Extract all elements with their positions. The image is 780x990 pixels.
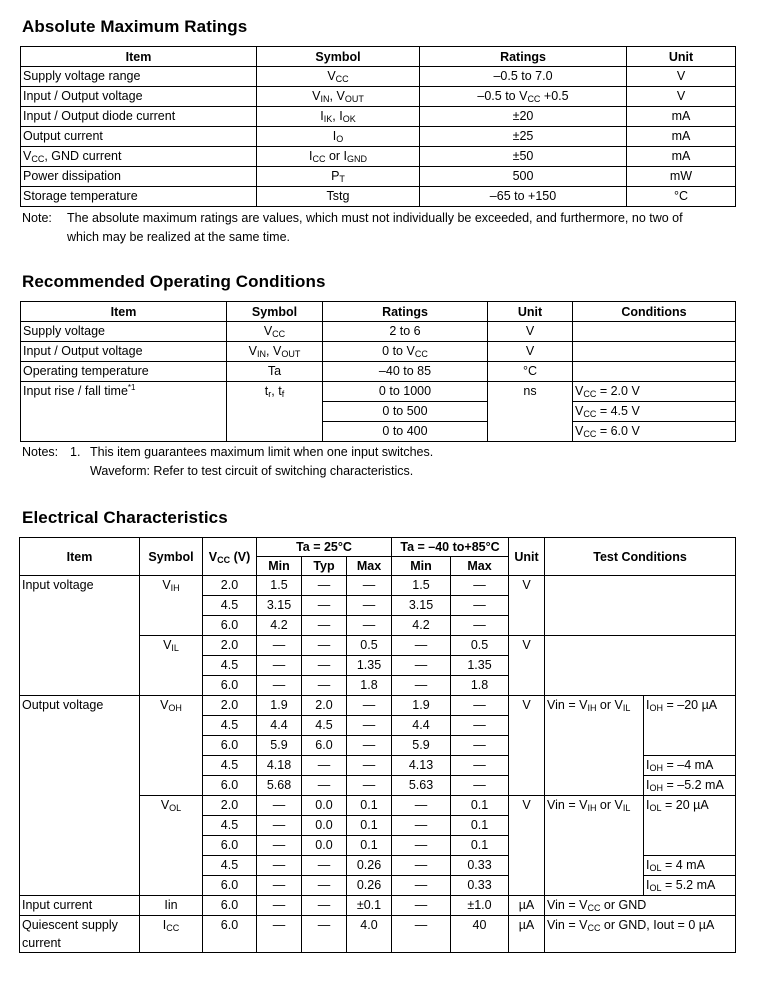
symbol-cell: $P_T$ [257,167,420,187]
ec-table [19,537,736,953]
unit-cell: mW [627,167,736,187]
max-cell: 0.26 [347,856,392,876]
test-condition-cell [545,636,736,696]
col-header-ext-min: Min [392,557,451,576]
col-header-ta25: Ta = 25°C [257,538,392,557]
max-cell: 1.8 [347,676,392,696]
note-text: The absolute maximum ratings are values, which must not individually be exceeded, and furthermore, no two of [67,211,683,225]
min-cell: — [257,856,302,876]
item-cell: Input / Output voltage [21,342,227,362]
emin-cell: 4.2 [392,616,451,636]
rating-cell: –65 to +150 [420,187,627,207]
item-cell: Output voltage [20,696,140,896]
col-header-ratings: Ratings [420,47,627,67]
rating-cell: –0.5 to 7.0 [420,67,627,87]
typ-cell: — [302,656,347,676]
col-header-test-conditions: Test Conditions [545,538,736,576]
unit-cell: µA [509,916,545,953]
item-cell: Output current [21,127,257,147]
max-cell: — [347,776,392,796]
table-row [21,127,736,147]
typ-cell: — [302,616,347,636]
col-header-symbol: Symbol [140,538,203,576]
item-cell: Input / Output diode current [21,107,257,127]
rating-cell: 500 [420,167,627,187]
roc-table [20,301,736,442]
item-cell: Input current [20,896,140,916]
typ-cell: — [302,856,347,876]
rating-cell: 2 to 6 [323,322,488,342]
emin-cell: 1.5 [392,576,451,596]
table-row [21,107,736,127]
typ-cell: — [302,596,347,616]
table-row [21,67,736,87]
min-cell: — [257,816,302,836]
emin-cell: — [392,876,451,896]
vcc-cell: 6.0 [203,896,257,916]
vcc-cell: 2.0 [203,636,257,656]
col-header-item: Item [21,302,227,322]
unit-cell: ns [488,382,573,442]
emin-cell: 4.4 [392,716,451,736]
max-cell: 0.1 [347,816,392,836]
test-condition-cell: Vin = $V_{CC}$ or GND [545,896,736,916]
symbol-cell: Tstg [257,187,420,207]
item-cell: Input rise / fall time$^{*1}$ [21,382,227,442]
table-row [20,576,736,596]
item-cell: Quiescent supply current [20,916,140,953]
symbol-cell: $V_{IH}$ [140,576,203,636]
rating-cell: ±50 [420,147,627,167]
unit-cell: °C [627,187,736,207]
load-condition-cell: $I_{OL} = 4$ mA [644,856,736,876]
emin-cell: — [392,816,451,836]
note-text-cont: which may be realized at the same time. [67,230,291,244]
emin-cell: — [392,676,451,696]
max-cell: — [347,716,392,736]
rating-cell: –0.5 to $V_{CC} +0.5$ [420,87,627,107]
item-cell: $V_{CC}$, GND current [21,147,257,167]
vcc-cell: 4.5 [203,716,257,736]
item-cell: Input voltage [20,576,140,696]
table-row [21,87,736,107]
max-cell: — [347,616,392,636]
table-row [20,916,736,953]
symbol-cell: $I_{CC}$ or $I_{GND}$ [257,147,420,167]
rating-cell: –40 to 85 [323,362,488,382]
unit-cell: mA [627,147,736,167]
vcc-cell: 2.0 [203,796,257,816]
min-cell: — [257,676,302,696]
emin-cell: 3.15 [392,596,451,616]
col-header-conditions: Conditions [573,302,736,322]
unit-cell: V [627,67,736,87]
roc-notes [22,443,433,481]
max-cell: 4.0 [347,916,392,953]
condition-cell: $V_{CC} = 2.0$ V [573,382,736,402]
emax-cell: 0.5 [451,636,509,656]
min-cell: 4.18 [257,756,302,776]
item-cell: Supply voltage [21,322,227,342]
max-cell: 1.35 [347,656,392,676]
min-cell: 4.4 [257,716,302,736]
typ-cell: — [302,756,347,776]
notes-label: Notes: [22,445,59,459]
min-cell: 3.15 [257,596,302,616]
unit-cell: °C [488,362,573,382]
min-cell: 1.5 [257,576,302,596]
col-header-taext: Ta = –40 to+85°C [392,538,509,557]
vcc-cell: 6.0 [203,916,257,953]
vcc-cell: 4.5 [203,656,257,676]
typ-cell: 0.0 [302,836,347,856]
emax-cell: — [451,696,509,716]
typ-cell: — [302,576,347,596]
test-condition-cell: Vin = $V_{IH}$ or $V_{IL}$ [545,696,644,796]
emin-cell: 4.13 [392,756,451,776]
symbol-cell: $V_{OH}$ [140,696,203,796]
table-row [21,342,736,362]
test-condition-cell: Vin = $V_{IH}$ or $V_{IL}$ [545,796,644,896]
emin-cell: — [392,836,451,856]
vcc-cell: 6.0 [203,676,257,696]
typ-cell: 0.0 [302,796,347,816]
item-cell: Power dissipation [21,167,257,187]
unit-cell: V [488,322,573,342]
vcc-cell: 6.0 [203,776,257,796]
emin-cell: 5.63 [392,776,451,796]
min-cell: — [257,656,302,676]
col-header-item: Item [20,538,140,576]
condition-cell [573,342,736,362]
max-cell: ±0.1 [347,896,392,916]
emin-cell: 1.9 [392,696,451,716]
item-cell: Input / Output voltage [21,87,257,107]
max-cell: 0.1 [347,796,392,816]
max-cell: — [347,736,392,756]
emax-cell: 1.35 [451,656,509,676]
vcc-cell: 4.5 [203,596,257,616]
symbol-cell: $I_{IK}$, $I_{OK}$ [257,107,420,127]
min-cell: — [257,916,302,953]
condition-cell [573,322,736,342]
unit-cell: mA [627,127,736,147]
emax-cell: 0.1 [451,816,509,836]
col-header-symbol: Symbol [227,302,323,322]
vcc-cell: 2.0 [203,576,257,596]
test-condition-cell [545,576,736,636]
emax-cell: ±1.0 [451,896,509,916]
typ-cell: — [302,776,347,796]
unit-cell: mA [627,107,736,127]
load-condition-cell: $I_{OH} = -20$ µA [644,696,736,756]
min-cell: — [257,896,302,916]
emax-cell: — [451,576,509,596]
unit-cell: V [509,696,545,796]
min-cell: — [257,796,302,816]
symbol-cell: Ta [227,362,323,382]
min-cell: — [257,836,302,856]
typ-cell: 4.5 [302,716,347,736]
typ-cell: — [302,876,347,896]
emin-cell: — [392,656,451,676]
max-cell: — [347,756,392,776]
load-condition-cell: $I_{OH} = -5.2$ mA [644,776,736,796]
emax-cell: 1.8 [451,676,509,696]
symbol-cell: $V_{OL}$ [140,796,203,896]
min-cell: 5.9 [257,736,302,756]
load-condition-cell: $I_{OL} = 20$ µA [644,796,736,856]
rating-cell: ±25 [420,127,627,147]
col-header-item: Item [21,47,257,67]
typ-cell: 2.0 [302,696,347,716]
symbol-cell: $V_{IL}$ [140,636,203,696]
symbol-cell: $I_O$ [257,127,420,147]
col-header-symbol: Symbol [257,47,420,67]
vcc-cell: 6.0 [203,736,257,756]
col-header-ratings: Ratings [323,302,488,322]
symbol-cell: $V_{IN}$, $V_{OUT}$ [257,87,420,107]
table-row [21,322,736,342]
typ-cell: — [302,896,347,916]
max-cell: — [347,576,392,596]
max-cell: 0.1 [347,836,392,856]
col-header-max: Max [347,557,392,576]
min-cell: 4.2 [257,616,302,636]
table-row [21,187,736,207]
emax-cell: — [451,736,509,756]
vcc-cell: 4.5 [203,756,257,776]
note-text-cont: Waveform: Refer to test circuit of switching characteristics. [90,464,414,478]
emax-cell: — [451,716,509,736]
note-number: 1. [70,445,81,459]
amr-table [20,46,736,207]
col-header-unit: Unit [488,302,573,322]
vcc-cell: 6.0 [203,616,257,636]
min-cell: — [257,636,302,656]
emin-cell: — [392,856,451,876]
typ-cell: 0.0 [302,816,347,836]
min-cell: — [257,876,302,896]
max-cell: — [347,596,392,616]
table-row [21,167,736,187]
emax-cell: — [451,776,509,796]
emax-cell: 0.33 [451,876,509,896]
col-header-vcc: $V_{CC}$ (V) [203,538,257,576]
vcc-cell: 4.5 [203,856,257,876]
vcc-cell: 6.0 [203,876,257,896]
emax-cell: — [451,616,509,636]
table-row [21,382,736,402]
table-row [21,362,736,382]
condition-cell [573,362,736,382]
emax-cell: 0.33 [451,856,509,876]
symbol-cell: $V_{CC}$ [227,322,323,342]
condition-cell: $V_{CC} = 4.5$ V [573,402,736,422]
unit-cell: µA [509,896,545,916]
typ-cell: — [302,916,347,953]
emax-cell: 0.1 [451,796,509,816]
load-condition-cell: $I_{OL} = 5.2$ mA [644,876,736,896]
rating-cell: 0 to $V_{CC}$ [323,342,488,362]
rating-cell: 0 to 500 [323,402,488,422]
col-header-unit: Unit [627,47,736,67]
col-header-typ: Typ [302,557,347,576]
unit-cell: V [509,796,545,896]
emax-cell: 40 [451,916,509,953]
unit-cell: V [488,342,573,362]
amr-note [22,209,683,247]
emin-cell: — [392,636,451,656]
symbol-cell: $V_{CC}$ [257,67,420,87]
table-row [21,147,736,167]
max-cell: 0.26 [347,876,392,896]
condition-cell: $V_{CC} = 6.0$ V [573,422,736,442]
unit-cell: V [509,576,545,636]
emax-cell: — [451,756,509,776]
col-header-ext-max: Max [451,557,509,576]
rating-cell: ±20 [420,107,627,127]
max-cell: — [347,696,392,716]
rating-cell: 0 to 1000 [323,382,488,402]
typ-cell: — [302,676,347,696]
unit-cell: V [509,636,545,696]
min-cell: 5.68 [257,776,302,796]
vcc-cell: 6.0 [203,836,257,856]
unit-cell: V [627,87,736,107]
note-text: This item guarantees maximum limit when one input switches. [90,445,434,459]
table-row [20,696,736,716]
emin-cell: — [392,916,451,953]
table-row [20,896,736,916]
vcc-cell: 2.0 [203,696,257,716]
typ-cell: 6.0 [302,736,347,756]
emin-cell: 5.9 [392,736,451,756]
item-cell: Storage temperature [21,187,257,207]
max-cell: 0.5 [347,636,392,656]
emax-cell: 0.1 [451,836,509,856]
emin-cell: — [392,796,451,816]
col-header-min: Min [257,557,302,576]
item-cell: Supply voltage range [21,67,257,87]
symbol-cell: Iin [140,896,203,916]
load-condition-cell: $I_{OH} = -4$ mA [644,756,736,776]
ec-title: Electrical Characteristics [22,508,228,527]
typ-cell: — [302,636,347,656]
rating-cell: 0 to 400 [323,422,488,442]
vcc-cell: 4.5 [203,816,257,836]
min-cell: 1.9 [257,696,302,716]
test-condition-cell: Vin = $V_{CC}$ or GND, Iout = 0 µA [545,916,736,953]
symbol-cell: $I_{CC}$ [140,916,203,953]
item-cell: Operating temperature [21,362,227,382]
emax-cell: — [451,596,509,616]
col-header-unit: Unit [509,538,545,576]
emin-cell: — [392,896,451,916]
roc-title: Recommended Operating Conditions [22,272,326,291]
symbol-cell: $V_{IN}$, $V_{OUT}$ [227,342,323,362]
note-label: Note: [22,211,52,225]
symbol-cell: $t_r$, $t_f$ [227,382,323,442]
amr-title: Absolute Maximum Ratings [22,17,248,36]
